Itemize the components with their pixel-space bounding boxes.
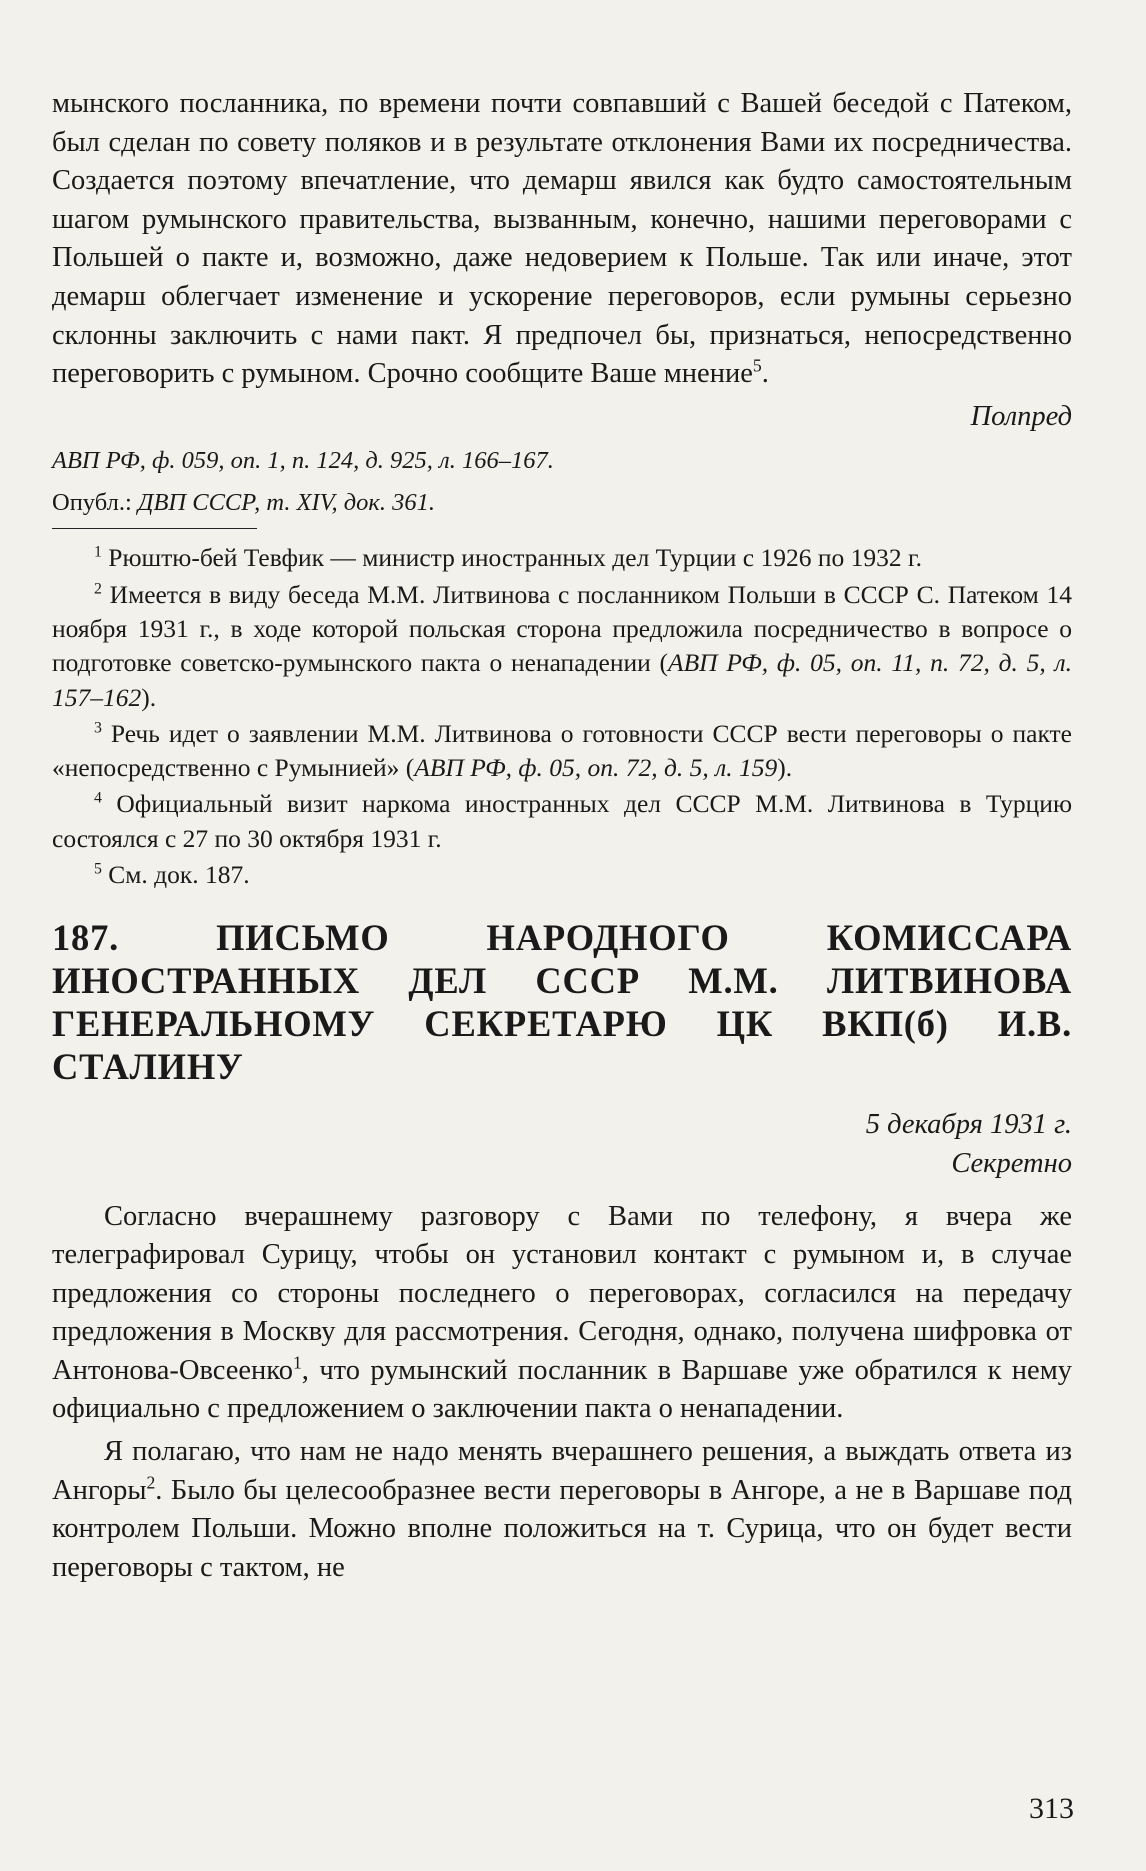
continued-paragraph bbox=[52, 85, 1072, 394]
footnote-text: См. док. 187. bbox=[108, 860, 250, 890]
paragraph-text-end: , что румынский посланник в Варшаве уже обратился к нему официально с предложением о заключении пакта о ненападении. bbox=[52, 1354, 1072, 1425]
publication-citation: ДВП СССР, т. XIV, док. 361. bbox=[137, 489, 435, 517]
signature: Полпред bbox=[970, 400, 1072, 432]
footnote-text-end: ). bbox=[141, 682, 157, 712]
archive-source: АВП РФ, ф. 059, оп. 1, п. 124, д. 925, л. 166–167. bbox=[52, 447, 554, 475]
footnote-1 bbox=[52, 541, 1072, 575]
footnote-ref: 5 bbox=[752, 355, 762, 376]
page-content bbox=[52, 85, 1072, 1587]
footnote-4 bbox=[52, 787, 1072, 856]
footnote-citation: АВП РФ, ф. 05, оп. 11, п. 72, д. 5, л. 157–162 bbox=[52, 648, 1073, 712]
footnote-citation: АВП РФ, ф. 05, оп. 72, д. 5, л. 159 bbox=[414, 753, 778, 783]
footnote-5 bbox=[52, 858, 1072, 892]
footnote-ref: 1 bbox=[292, 1352, 302, 1373]
footnote-number: 1 bbox=[94, 543, 102, 561]
continued-paragraph-text: мынского посланника, по времени почти совпавший с Вашей беседой с Патеком, был сделан по совету поляков и в результате отклонения Вами их посредничества. Создается поэтому впечатление, что демарш явился как будто самостоятельным шагом румынского правительства, вызванным, конечно, нашими переговорами с Польшей о пакте и, возможно, даже недоверием к Польше. Так или иначе, этот демарш облегчает изменение и ускорение переговоров, если румыны серьезно склонны заключить с нами пакт. Я предпочел бы, признаться, непосредственно переговорить с румыном. Срочно сообщите Ваше мнение bbox=[52, 88, 1072, 390]
footnote-number: 3 bbox=[94, 719, 102, 737]
letter-paragraph-1 bbox=[52, 1198, 1072, 1430]
document-heading: 187. ПИСЬМО НАРОДНОГО КОМИССАРА ИНОСТРАННЫХ ДЕЛ СССР М.М. ЛИТВИНОВА ГЕНЕРАЛЬНОМУ СЕКРЕТАРЮ ЦК ВКП(б) И.В. СТАЛИНУ bbox=[52, 917, 1072, 1088]
footnote-divider bbox=[52, 528, 257, 529]
document-date: 5 декабря 1931 г. bbox=[865, 1109, 1072, 1141]
footnote-number: 4 bbox=[94, 789, 102, 807]
footnote-3 bbox=[52, 717, 1072, 786]
paragraph-text: Я полагаю, что нам не надо менять вчерашнего решения, а выждать ответа из Ангоры bbox=[52, 1436, 1072, 1506]
footnote-text: Рюштю-бей Тевфик — министр иностранных дел Турции с 1926 по 1932 г. bbox=[108, 543, 922, 573]
footnote-text: Имеется в виду беседа М.М. Литвинова с посланником Польши в СССР С. Патеком 14 ноября 1931 г., в ходе которой польская сторона предложила посредничество в вопросе о подготовке советско-румынского пакта о ненападении ( bbox=[52, 579, 1073, 678]
footnote-text: Официальный визит наркома иностранных дел СССР М.М. Литвинова в Турцию состоялся с 27 по 30 октября 1931 г. bbox=[52, 789, 1072, 853]
publication-label: Опубл.: bbox=[52, 489, 138, 517]
paragraph-text: Согласно вчерашнему разговору с Вами по телефону, я вчера же телеграфировал Сурицу, чтобы он установил контакт с румыном и, в случае предложения со стороны последнего о переговорах, согласился на передачу предложения в Москву для рассмотрения. Сегодня, однако, получена шифровка от Антонова-Овсеенко bbox=[52, 1200, 1072, 1386]
paragraph-text-end: . Было бы целесообразнее вести переговоры в Ангоре, а не в Варшаве под контролем Польши. Можно вполне положиться на т. Сурица, что он будет вести переговоры с тактом, не bbox=[52, 1474, 1072, 1583]
page-number: 313 bbox=[1029, 1792, 1074, 1825]
footnote-text-end: ). bbox=[777, 753, 793, 783]
footnote-number: 2 bbox=[94, 580, 102, 598]
footnote-ref: 2 bbox=[146, 1472, 156, 1493]
footnote-2 bbox=[52, 578, 1072, 715]
continued-paragraph-end: . bbox=[761, 358, 769, 390]
footnote-text: Речь идет о заявлении М.М. Литвинова о готовности СССР вести переговоры о пакте «непосредственно с Румынией» ( bbox=[52, 718, 1072, 783]
letter-paragraph-2 bbox=[52, 1433, 1072, 1587]
footnotes bbox=[52, 541, 1072, 892]
footnote-number: 5 bbox=[94, 860, 102, 878]
publication-ref bbox=[52, 486, 1072, 520]
classification-mark: Секретно bbox=[951, 1147, 1072, 1179]
